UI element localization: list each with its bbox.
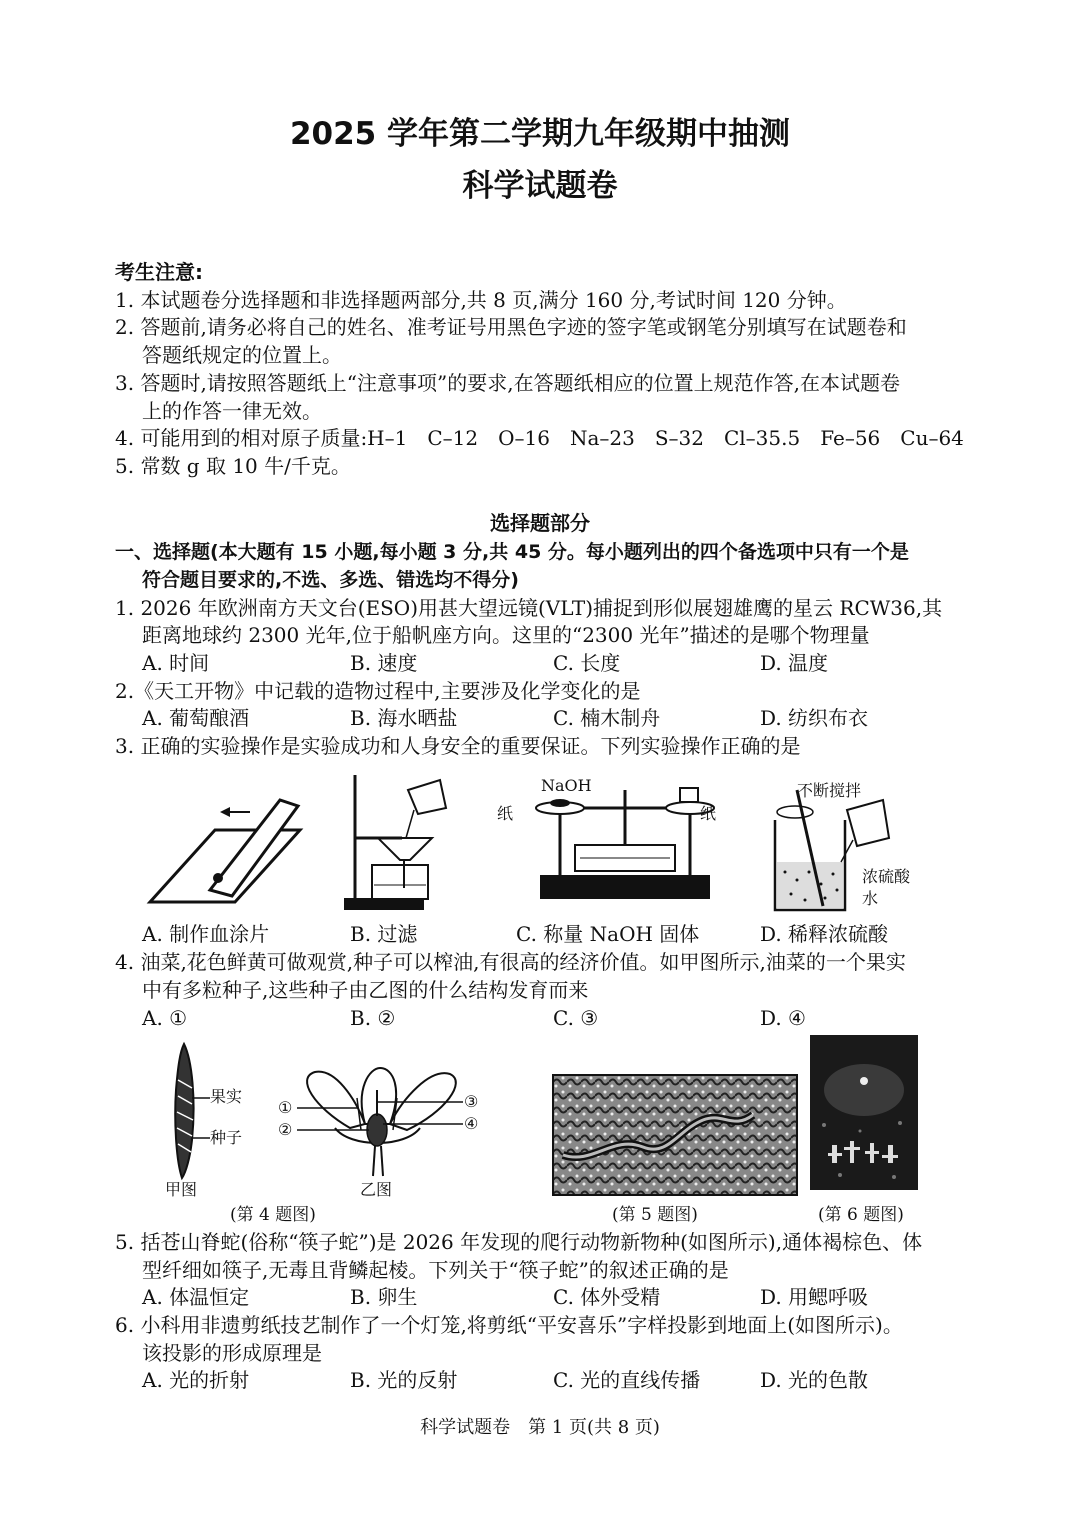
marker-2: ② <box>278 1120 293 1139</box>
q2-option-a: A. 葡萄酿酒 <box>142 706 250 730</box>
q4-option-d: D. ④ <box>760 1006 806 1030</box>
q4-option-c: C. ③ <box>553 1006 599 1030</box>
q2-option-c: C. 楠木制舟 <box>553 706 661 730</box>
q3-option-c: C. 称量 NaOH 固体 <box>516 922 700 946</box>
notice-item-2-cont: 答题纸规定的位置上。 <box>142 343 342 367</box>
q1-option-d: D. 温度 <box>760 651 829 675</box>
q2-option-b: B. 海水晒盐 <box>350 706 458 730</box>
q1-option-c: C. 长度 <box>553 651 621 675</box>
question-1-cont: 距离地球约 2300 光年,位于船帆座方向。这里的“2300 光年”描述的是哪个物理量 <box>142 623 870 647</box>
part-instructions-cont: 符合题目要求的,不选、多选、错选均不得分) <box>142 569 519 591</box>
q6-option-c: C. 光的直线传播 <box>553 1368 701 1392</box>
label-figure-jia: 甲图 <box>165 1180 198 1199</box>
q5-option-b: B. 卵生 <box>350 1285 418 1309</box>
q6-option-d: D. 光的色散 <box>760 1368 869 1392</box>
question-2: 2.《天工开物》中记载的造物过程中,主要涉及化学变化的是 <box>115 679 641 703</box>
notice-item-5: 5. 常数 g 取 10 牛/千克。 <box>115 454 351 478</box>
question-1: 1. 2026 年欧洲南方天文台(ESO)用甚大望远镜(VLT)捕捉到形似展翅雄鹰的星云 RCW36,其 <box>115 596 943 620</box>
figure-dilution <box>765 780 915 920</box>
marker-3: ③ <box>464 1092 479 1111</box>
section-title: 选择题部分 <box>490 511 590 535</box>
label-water: 水 <box>862 889 879 908</box>
notice-item-3-cont: 上的作答一律无效。 <box>142 399 322 423</box>
label-figure-yi: 乙图 <box>360 1180 393 1199</box>
figure-flower-structure <box>295 1068 475 1178</box>
caption-figure-4: (第 4 题图) <box>230 1205 316 1225</box>
marker-4: ④ <box>464 1114 479 1133</box>
label-paper-left: 纸 <box>497 804 514 823</box>
question-6: 6. 小科用非遗剪纸技艺制作了一个灯笼,将剪纸“平安喜乐”字样投影到地面上(如图所示)。 <box>115 1313 903 1337</box>
q3-option-a: A. 制作血涂片 <box>142 922 270 946</box>
figure-blood-smear <box>140 770 310 910</box>
q6-option-b: B. 光的反射 <box>350 1368 458 1392</box>
label-stir: 不断搅拌 <box>797 781 862 800</box>
q1-option-b: B. 速度 <box>350 651 418 675</box>
question-3: 3. 正确的实验操作是实验成功和人身安全的重要保证。下列实验操作正确的是 <box>115 734 801 758</box>
notice-item-4: 4. 可能用到的相对原子质量:H–1 C–12 O–16 Na–23 S–32 Cl–35.5 Fe–56 Cu–64 <box>115 426 964 450</box>
exam-subtitle: 科学试题卷 <box>462 168 618 204</box>
marker-1: ① <box>278 1098 293 1117</box>
q3-option-d: D. 稀释浓硫酸 <box>760 922 889 946</box>
notice-item-3: 3. 答题时,请按照答题纸上“注意事项”的要求,在答题纸相应的位置上规范作答,在本试题卷 <box>115 371 900 395</box>
q6-option-a: A. 光的折射 <box>142 1368 250 1392</box>
question-5-cont: 型纤细如筷子,无毒且背鳞起棱。下列关于“筷子蛇”的叙述正确的是 <box>142 1258 729 1282</box>
figure-snake-photo <box>553 1075 797 1195</box>
exam-title: 2025 学年第二学期九年级期中抽测 <box>289 116 791 152</box>
label-acid: 浓硫酸 <box>862 867 911 886</box>
caption-figure-5: (第 5 题图) <box>612 1205 698 1225</box>
q5-option-a: A. 体温恒定 <box>142 1285 250 1309</box>
q4-option-a: A. ① <box>142 1006 188 1030</box>
figure-lantern-shadow-photo <box>810 1035 918 1190</box>
caption-figure-6: (第 6 题图) <box>818 1205 904 1225</box>
notice-item-2: 2. 答题前,请务必将自己的姓名、准考证号用黑色字迹的签字笔或钢笔分别填写在试题卷和 <box>115 315 907 339</box>
label-fruit: 果实 <box>210 1087 243 1106</box>
q4-option-b: B. ② <box>350 1006 396 1030</box>
notice-item-1: 1. 本试题卷分选择题和非选择题两部分,共 8 页,满分 160 分,考试时间 120 分钟。 <box>115 288 847 312</box>
figure-filtration <box>340 770 460 920</box>
question-6-cont: 该投影的形成原理是 <box>142 1341 322 1365</box>
question-5: 5. 括苍山脊蛇(俗称“筷子蛇”)是 2026 年发现的爬行动物新物种(如图所示),通体褐棕色、体 <box>115 1230 923 1254</box>
q3-option-b: B. 过滤 <box>350 922 418 946</box>
notice-heading: 考生注意: <box>115 260 203 284</box>
page-footer: 科学试题卷 第 1 页(共 8 页) <box>420 1417 660 1438</box>
label-seed: 种子 <box>210 1128 243 1147</box>
q1-option-a: A. 时间 <box>142 651 210 675</box>
q5-option-c: C. 体外受精 <box>553 1285 661 1309</box>
part-instructions: 一、选择题(本大题有 15 小题,每小题 3 分,共 45 分。每小题列出的四个备选项中只有一个是 <box>115 541 909 563</box>
question-4: 4. 油菜,花色鲜黄可做观赏,种子可以榨油,有很高的经济价值。如甲图所示,油菜的一个果实 <box>115 950 906 974</box>
question-4-cont: 中有多粒种子,这些种子由乙图的什么结构发育而来 <box>142 978 589 1002</box>
label-naoh: NaOH <box>541 776 592 795</box>
figure-rapeseed-pod <box>162 1040 222 1180</box>
label-paper-right: 纸 <box>700 804 717 823</box>
q2-option-d: D. 纺织布衣 <box>760 706 869 730</box>
q5-option-d: D. 用鳃呼吸 <box>760 1285 869 1309</box>
